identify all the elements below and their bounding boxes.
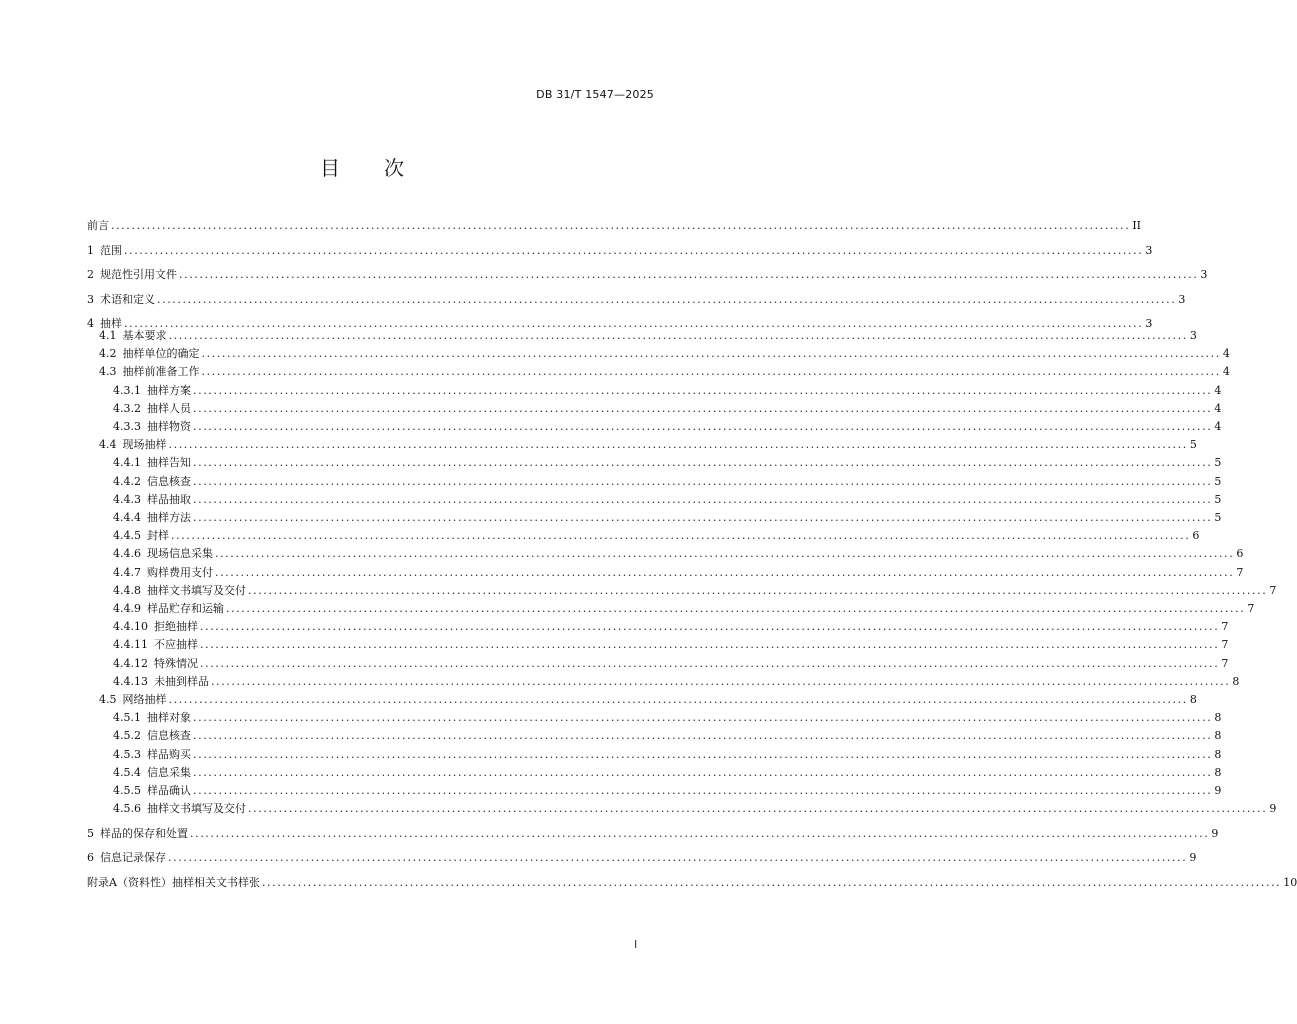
toc-entry[interactable] bbox=[87, 401, 1222, 417]
toc-leader-dots: ........................................................................................................................................................................................................ bbox=[201, 365, 1221, 379]
toc-entry-page: 6 bbox=[1192, 529, 1200, 543]
toc-entry-page: 10 bbox=[1283, 875, 1297, 889]
toc-entry-label bbox=[87, 267, 179, 283]
toc-leader-dots: ........................................................................................................................................................................................................ bbox=[248, 583, 1268, 597]
toc-entry-title: 前言 bbox=[87, 219, 109, 232]
toc-leader-dots: ........................................................................................................................................................................................................ bbox=[124, 317, 1144, 330]
toc-entry-page: 3 bbox=[1189, 328, 1197, 342]
toc-leader-dots: ........................................................................................................................................................................................................ bbox=[168, 438, 1188, 452]
toc-entry[interactable] bbox=[87, 492, 1222, 508]
toc-entry[interactable] bbox=[87, 692, 1197, 708]
toc-entry[interactable] bbox=[87, 364, 1230, 380]
toc-entry-label bbox=[87, 801, 248, 817]
toc-entry[interactable] bbox=[87, 583, 1277, 599]
toc-entry[interactable] bbox=[87, 783, 1222, 799]
toc-entry-number: 4.4.4 bbox=[113, 510, 141, 524]
toc-entry[interactable] bbox=[87, 619, 1229, 635]
toc-entry[interactable] bbox=[87, 267, 1208, 283]
toc-entry-title: 特殊情况 bbox=[154, 656, 198, 670]
toc-entry-number: 6 bbox=[87, 851, 94, 865]
title-char-2: 次 bbox=[384, 156, 404, 180]
toc-entry-number: 4.5.6 bbox=[113, 802, 141, 816]
toc-entry[interactable] bbox=[87, 826, 1219, 842]
toc-entry-page: 5 bbox=[1214, 492, 1222, 506]
toc-entry-page: 8 bbox=[1214, 711, 1222, 725]
toc-entry-label bbox=[87, 619, 200, 635]
toc-entry-title: 样品购买 bbox=[147, 747, 191, 761]
toc-entry-number: 3 bbox=[87, 292, 94, 306]
toc-entry[interactable] bbox=[87, 437, 1197, 453]
toc-entry-title: 样品的保存和处置 bbox=[100, 826, 188, 840]
toc-entry-title: 附录A（资料性）抽样相关文书样张 bbox=[87, 875, 260, 889]
toc-entry-label bbox=[87, 346, 202, 362]
toc-entry-page: 4 bbox=[1214, 419, 1222, 433]
toc-entry-page: 3 bbox=[1200, 268, 1208, 281]
toc-entry[interactable] bbox=[87, 328, 1197, 344]
toc-entry-number: 4.4.12 bbox=[113, 656, 148, 670]
toc-entry-page: II bbox=[1132, 219, 1142, 232]
toc-entry-number: 4 bbox=[87, 317, 94, 330]
toc-entry-title: 样品贮存和运输 bbox=[147, 601, 224, 615]
toc-entry-page: 4 bbox=[1222, 365, 1230, 379]
toc-leader-dots: ........................................................................................................................................................................................................ bbox=[200, 638, 1220, 652]
toc-leader-dots: ........................................................................................................................................................................................................ bbox=[193, 383, 1213, 397]
toc-entry-page: 3 bbox=[1178, 292, 1186, 306]
toc-entry-title: 拒绝抽样 bbox=[154, 620, 198, 634]
toc-leader-dots: ........................................................................................................................................................................................................ bbox=[190, 826, 1210, 840]
toc-entry-title: 现场抽样 bbox=[122, 438, 167, 452]
document-code: DB 31/T 1547—2025 bbox=[536, 88, 654, 101]
toc-entry-page: 5 bbox=[1189, 438, 1197, 452]
toc-entry-label bbox=[87, 401, 193, 417]
toc-entry-label bbox=[87, 492, 193, 508]
toc-entry[interactable] bbox=[87, 656, 1229, 672]
toc-entry[interactable] bbox=[87, 565, 1244, 581]
toc-entry-number: 4.4.13 bbox=[113, 674, 148, 688]
toc-entry-label bbox=[87, 875, 262, 891]
toc-entry-title: 样品抽取 bbox=[147, 492, 191, 506]
toc-leader-dots: ........................................................................................................................................................................................................ bbox=[248, 802, 1268, 816]
toc-entry-title: 未抽到样品 bbox=[154, 674, 209, 688]
toc-entry-number: 4.4.5 bbox=[113, 529, 141, 543]
toc-leader-dots: ........................................................................................................................................................................................................ bbox=[193, 492, 1213, 506]
toc-leader-dots: ........................................................................................................................................................................................................ bbox=[193, 474, 1213, 488]
toc-leader-dots: ........................................................................................................................................................................................................ bbox=[193, 510, 1213, 524]
toc-entry-label bbox=[87, 565, 215, 581]
toc-entry-page: 7 bbox=[1269, 583, 1277, 597]
toc-entry-title: 抽样文书填写及交付 bbox=[147, 802, 246, 816]
toc-entry-title: 购样费用支付 bbox=[147, 565, 213, 579]
toc-entry-label bbox=[87, 601, 226, 617]
toc-entry-number: 4.4.7 bbox=[113, 565, 141, 579]
toc-leader-dots: ........................................................................................................................................................................................................ bbox=[193, 747, 1213, 761]
toc-leader-dots: ........................................................................................................................................................................................................ bbox=[193, 711, 1213, 725]
toc-entry-page: 7 bbox=[1221, 656, 1229, 670]
toc-entry-title: 样品确认 bbox=[147, 783, 191, 797]
toc-entry-page: 5 bbox=[1214, 510, 1222, 524]
toc-entry-label bbox=[87, 383, 193, 399]
toc-entry[interactable] bbox=[87, 474, 1222, 490]
toc-leader-dots: ........................................................................................................................................................................................................ bbox=[200, 656, 1220, 670]
toc-entry-title: 抽样前准备工作 bbox=[122, 365, 200, 379]
toc-entry-number: 4.5 bbox=[99, 692, 117, 706]
toc-entry[interactable] bbox=[87, 546, 1244, 562]
toc-entry-number: 4.1 bbox=[99, 328, 117, 342]
toc-entry[interactable] bbox=[87, 728, 1222, 744]
toc-leader-dots: ........................................................................................................................................................................................................ bbox=[157, 292, 1177, 306]
toc-entry-number: 4.5.1 bbox=[113, 711, 141, 725]
toc-leader-dots: ........................................................................................................................................................................................................ bbox=[124, 243, 1144, 257]
toc-entry[interactable] bbox=[87, 346, 1230, 362]
toc-entry[interactable] bbox=[87, 637, 1229, 653]
toc-entry[interactable] bbox=[87, 850, 1197, 866]
toc-entry-page: 8 bbox=[1214, 729, 1222, 743]
toc-entry-title: 抽样物资 bbox=[147, 419, 191, 433]
toc-entry-label bbox=[87, 656, 200, 672]
toc-entry-number: 4.4 bbox=[99, 438, 117, 452]
toc-entry-title: 抽样告知 bbox=[147, 456, 191, 470]
toc-entry-page: 4 bbox=[1222, 347, 1230, 361]
toc-entry-number: 4.4.10 bbox=[113, 620, 148, 634]
toc-entry-title: 规范性引用文件 bbox=[100, 268, 177, 281]
toc-entry[interactable] bbox=[87, 801, 1277, 817]
toc-entry-number: 4.4.2 bbox=[113, 474, 141, 488]
toc-entry-title: 基本要求 bbox=[122, 328, 167, 342]
toc-entry-label bbox=[87, 218, 111, 234]
toc-leader-dots: ........................................................................................................................................................................................................ bbox=[201, 347, 1221, 361]
toc-entry-page: 7 bbox=[1236, 565, 1244, 579]
toc-entry-number: 4.4.11 bbox=[113, 638, 148, 652]
toc-entry-number: 4.4.3 bbox=[113, 492, 141, 506]
toc-entry[interactable] bbox=[87, 765, 1222, 781]
toc-entry-number: 4.5.3 bbox=[113, 747, 141, 761]
toc-entry-page: 3 bbox=[1145, 317, 1153, 330]
page-title bbox=[0, 152, 724, 181]
toc-entry-title: 抽样对象 bbox=[147, 711, 191, 725]
toc-entry-label bbox=[87, 765, 193, 781]
toc-leader-dots: ........................................................................................................................................................................................................ bbox=[215, 547, 1235, 561]
toc-entry-number: 5 bbox=[87, 826, 94, 840]
toc-entry-page: 4 bbox=[1214, 401, 1222, 415]
toc-entry-label bbox=[87, 747, 193, 763]
toc-entry-label bbox=[87, 674, 211, 690]
toc-entry-number: 4.5.5 bbox=[113, 783, 141, 797]
toc-entry-title: 抽样方案 bbox=[147, 383, 191, 397]
toc-entry-number: 4.5.4 bbox=[113, 765, 141, 779]
toc-entry-page: 8 bbox=[1214, 765, 1222, 779]
toc-entry-title: 抽样单位的确定 bbox=[122, 347, 200, 361]
toc-entry[interactable] bbox=[87, 243, 1153, 259]
toc-entry[interactable] bbox=[87, 455, 1222, 471]
toc-entry-label bbox=[87, 728, 193, 744]
toc-entry-label bbox=[87, 692, 169, 708]
toc-entry-title: 抽样人员 bbox=[147, 401, 191, 415]
toc-entry[interactable] bbox=[87, 747, 1222, 763]
toc-leader-dots: ........................................................................................................................................................................................................ bbox=[193, 401, 1213, 415]
toc-entry-title: 封样 bbox=[147, 529, 169, 543]
toc-leader-dots: ........................................................................................................................................................................................................ bbox=[261, 875, 1282, 889]
toc-entry-number: 4.4.9 bbox=[113, 601, 141, 615]
toc-entry-title: 信息核查 bbox=[147, 729, 191, 743]
toc-leader-dots: ........................................................................................................................................................................................................ bbox=[215, 565, 1235, 579]
toc-entry-page: 7 bbox=[1221, 620, 1229, 634]
toc-entry-label bbox=[87, 710, 193, 726]
page-number: I bbox=[634, 938, 638, 951]
toc-entry[interactable] bbox=[87, 528, 1200, 544]
toc-leader-dots: ........................................................................................................................................................................................................ bbox=[226, 601, 1246, 615]
toc-entry-page: 7 bbox=[1247, 601, 1255, 615]
toc-entry-page: 8 bbox=[1214, 747, 1222, 761]
toc-leader-dots: ........................................................................................................................................................................................................ bbox=[111, 219, 1131, 232]
toc-entry-title: 范围 bbox=[100, 243, 122, 257]
toc-leader-dots: ........................................................................................................................................................................................................ bbox=[179, 268, 1199, 281]
toc-entry-title: 信息核查 bbox=[147, 474, 191, 488]
toc-entry-label bbox=[87, 243, 124, 259]
toc-entry[interactable] bbox=[87, 292, 1186, 308]
toc-entry-page: 9 bbox=[1269, 802, 1277, 816]
toc-entry-title: 信息采集 bbox=[147, 765, 191, 779]
toc-entry-page: 7 bbox=[1221, 638, 1229, 652]
toc-entry-label bbox=[87, 455, 193, 471]
toc-entry-number: 4.4.8 bbox=[113, 583, 141, 597]
toc-entry-page: 5 bbox=[1214, 474, 1222, 488]
toc-entry-page: 9 bbox=[1189, 851, 1197, 865]
toc-entry[interactable] bbox=[87, 218, 1142, 234]
toc-entry-number: 4.3.1 bbox=[113, 383, 141, 397]
toc-entry-title: 抽样方法 bbox=[147, 510, 191, 524]
toc-entry-number: 4.4.6 bbox=[113, 547, 141, 561]
toc-entry-number: 4.2 bbox=[99, 347, 117, 361]
toc-entry-title: 抽样 bbox=[100, 317, 122, 330]
toc-entry-number: 4.5.2 bbox=[113, 729, 141, 743]
toc-entry-label bbox=[87, 528, 171, 544]
toc-entry-number: 4.3.3 bbox=[113, 419, 141, 433]
toc-entry-page: 3 bbox=[1145, 243, 1153, 257]
toc-entry[interactable] bbox=[87, 510, 1222, 526]
toc-entry-number: 2 bbox=[87, 268, 94, 281]
toc-entry-label bbox=[87, 510, 193, 526]
toc-entry-title: 术语和定义 bbox=[100, 292, 155, 306]
toc-entry-label bbox=[87, 437, 169, 453]
toc-entry-label bbox=[87, 826, 190, 842]
toc-entry-page: 6 bbox=[1236, 547, 1244, 561]
toc-entry[interactable] bbox=[87, 383, 1222, 399]
toc-entry-page: 4 bbox=[1214, 383, 1222, 397]
toc-entry-title: 网络抽样 bbox=[122, 692, 167, 706]
toc-leader-dots: ........................................................................................................................................................................................................ bbox=[193, 765, 1213, 779]
title-char-1: 目 bbox=[320, 156, 340, 180]
toc-entry-page: 9 bbox=[1214, 783, 1222, 797]
toc-entry[interactable] bbox=[87, 674, 1240, 690]
toc-entry-label bbox=[87, 583, 248, 599]
toc-entry[interactable] bbox=[87, 875, 1297, 891]
toc-leader-dots: ........................................................................................................................................................................................................ bbox=[171, 529, 1191, 543]
toc-leader-dots: ........................................................................................................................................................................................................ bbox=[193, 456, 1213, 470]
toc-entry[interactable] bbox=[87, 710, 1222, 726]
toc-entry-label bbox=[87, 328, 169, 344]
toc-entry-number: 4.3 bbox=[99, 365, 117, 379]
toc-leader-dots: ........................................................................................................................................................................................................ bbox=[168, 328, 1188, 342]
toc-leader-dots: ........................................................................................................................................................................................................ bbox=[193, 783, 1213, 797]
toc-entry-title: 不应抽样 bbox=[154, 638, 198, 652]
toc-entry-label bbox=[87, 292, 157, 308]
toc-leader-dots: ........................................................................................................................................................................................................ bbox=[168, 851, 1188, 865]
toc-entry-number: 4.3.2 bbox=[113, 401, 141, 415]
toc-entry-title: 抽样文书填写及交付 bbox=[147, 583, 246, 597]
toc-leader-dots: ........................................................................................................................................................................................................ bbox=[168, 692, 1188, 706]
toc-entry-label bbox=[87, 474, 193, 490]
toc-entry-page: 5 bbox=[1214, 456, 1222, 470]
toc-entry-number: 4.4.1 bbox=[113, 456, 141, 470]
toc-entry-label bbox=[87, 546, 215, 562]
toc-entry-label bbox=[87, 419, 193, 435]
toc-entry[interactable] bbox=[87, 601, 1255, 617]
toc-leader-dots: ........................................................................................................................................................................................................ bbox=[200, 620, 1220, 634]
toc-leader-dots: ........................................................................................................................................................................................................ bbox=[211, 674, 1231, 688]
toc-entry-number: 1 bbox=[87, 243, 94, 257]
toc-entry-label bbox=[87, 364, 202, 380]
toc-entry-label bbox=[87, 783, 193, 799]
toc-leader-dots: ........................................................................................................................................................................................................ bbox=[193, 419, 1213, 433]
toc-entry-page: 8 bbox=[1232, 674, 1240, 688]
toc-entry[interactable] bbox=[87, 419, 1222, 435]
toc-entry-label bbox=[87, 850, 168, 866]
toc-entry-label bbox=[87, 637, 200, 653]
toc-entry-page: 8 bbox=[1189, 692, 1197, 706]
toc-leader-dots: ........................................................................................................................................................................................................ bbox=[193, 729, 1213, 743]
toc-entry-title: 现场信息采集 bbox=[147, 547, 213, 561]
toc-entry-page: 9 bbox=[1211, 826, 1219, 840]
toc-entry-title: 信息记录保存 bbox=[100, 851, 166, 865]
